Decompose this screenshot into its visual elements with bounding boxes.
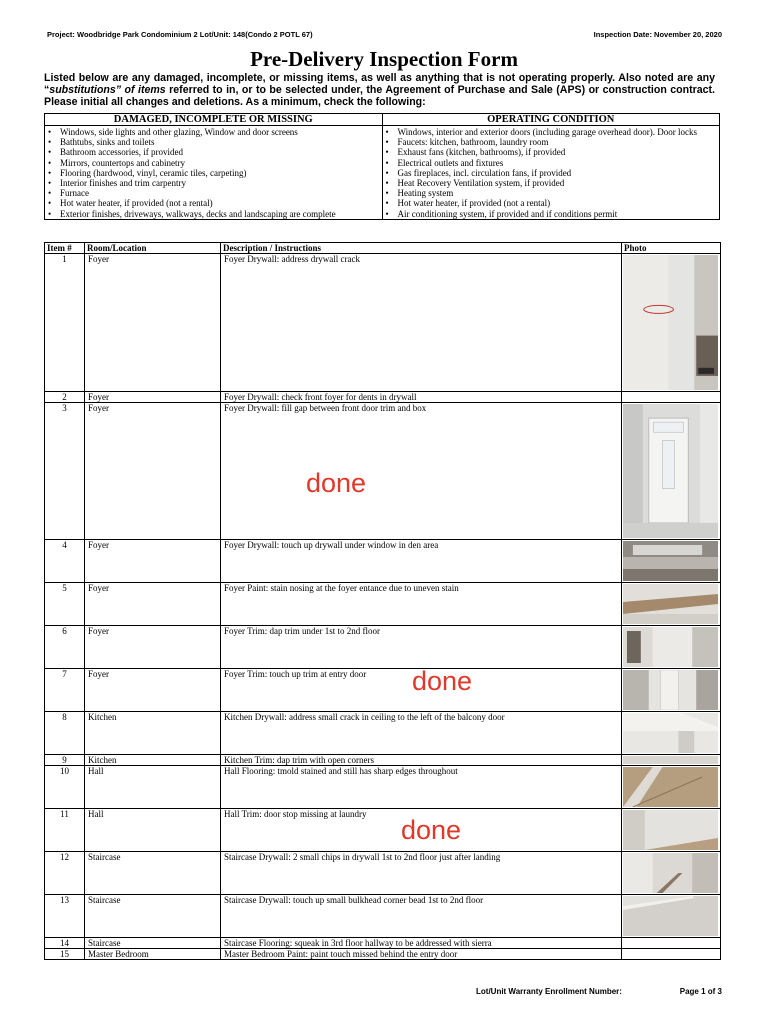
- inspection-date: Inspection Date: November 20, 2020: [593, 30, 722, 39]
- done-annotation: done: [306, 468, 367, 498]
- inspection-items-table: [44, 242, 721, 960]
- item-description: Foyer Paint: stain nosing at the foyer entance due to uneven stain: [221, 583, 622, 626]
- photo-cell: [622, 809, 721, 852]
- photo-cell: [622, 540, 721, 583]
- photo-cell: [622, 583, 721, 626]
- checklist-item: • Electrical outlets and fixtures: [385, 158, 718, 168]
- photo-thumbnail[interactable]: [623, 627, 718, 667]
- room-location: Foyer: [85, 626, 221, 669]
- room-location: Foyer: [85, 669, 221, 712]
- item-number: 10: [45, 766, 85, 809]
- col-header-room: Room/Location: [85, 243, 221, 254]
- room-location: Foyer: [85, 540, 221, 583]
- photo-cell: [622, 403, 721, 540]
- done-annotation: done: [401, 815, 462, 845]
- photo-cell: [622, 895, 721, 938]
- item-number: 2: [45, 392, 85, 403]
- item-description: Staircase Drywall: 2 small chips in drywall 1st to 2nd floor just after landing: [221, 852, 622, 895]
- checklist-right-column: [382, 126, 720, 220]
- item-description: Foyer Trim: touch up trim at entry door: [221, 669, 622, 712]
- photo-cell: [622, 766, 721, 809]
- photo-thumbnail[interactable]: [623, 853, 718, 893]
- checklist-left-header: DAMAGED, INCOMPLETE OR MISSING: [45, 114, 383, 126]
- photo-thumbnail[interactable]: [623, 584, 718, 624]
- room-location: Kitchen: [85, 755, 221, 766]
- table-row: [45, 852, 721, 895]
- checklist-item: • Interior finishes and trim carpentry: [47, 178, 380, 188]
- checklist-item: • Air conditioning system, if provided and if conditions permit: [385, 209, 718, 219]
- checklist-item: • Heat Recovery Ventilation system, if provided: [385, 178, 718, 188]
- checklist-item: • Faucets: kitchen, bathroom, laundry room: [385, 137, 718, 147]
- item-description: Staircase Drywall: touch up small bulkhead corner bead 1st to 2nd floor: [221, 895, 622, 938]
- item-description: Foyer Drywall: address drywall crack: [221, 254, 622, 392]
- item-number: 12: [45, 852, 85, 895]
- room-location: Staircase: [85, 852, 221, 895]
- room-location: Staircase: [85, 938, 221, 949]
- item-description: Foyer Trim: dap trim under 1st to 2nd floor: [221, 626, 622, 669]
- photo-thumbnail[interactable]: [623, 255, 718, 390]
- photo-thumbnail[interactable]: [623, 670, 718, 710]
- page-title: Pre-Delivery Inspection Form: [250, 47, 518, 71]
- checklist-item: • Bathroom accessories, if provided: [47, 147, 380, 157]
- table-row: [45, 895, 721, 938]
- table-row: [45, 540, 721, 583]
- photo-cell: [622, 852, 721, 895]
- photo-thumbnail[interactable]: [623, 404, 718, 538]
- photo-thumbnail[interactable]: [623, 541, 718, 581]
- room-location: Foyer: [85, 392, 221, 403]
- checklist-item: • Exhaust fans (kitchen, bathrooms), if provided: [385, 147, 718, 157]
- photo-cell: [622, 755, 721, 766]
- item-description: Master Bedroom Paint: paint touch missed behind the entry door: [221, 949, 622, 960]
- item-description: Hall Trim: door stop missing at laundry: [221, 809, 622, 852]
- checklist-item: • Bathtubs, sinks and toilets: [47, 137, 380, 147]
- checklist-item: • Hot water heater, if provided (not a rental): [385, 198, 718, 208]
- room-location: Foyer: [85, 583, 221, 626]
- item-description: Kitchen Drywall: address small crack in ceiling to the left of the balcony door: [221, 712, 622, 755]
- item-description: Hall Flooring: tmold stained and still has sharp edges throughout: [221, 766, 622, 809]
- photo-thumbnail[interactable]: [623, 713, 718, 753]
- checklist-item: • Exterior finishes, driveways, walkways, decks and landscaping are complete: [47, 209, 380, 219]
- table-row: [45, 403, 721, 540]
- room-location: Staircase: [85, 895, 221, 938]
- item-description: Kitchen Trim: dap trim with open corners: [221, 755, 622, 766]
- room-location: Foyer: [85, 254, 221, 392]
- checklist-item: • Mirrors, countertops and cabinetry: [47, 158, 380, 168]
- checklist-item: • Flooring (hardwood, vinyl, ceramic tiles, carpeting): [47, 168, 380, 178]
- item-number: 5: [45, 583, 85, 626]
- item-number: 1: [45, 254, 85, 392]
- table-row: [45, 809, 721, 852]
- room-location: Hall: [85, 809, 221, 852]
- checklist-item: • Furnace: [47, 188, 380, 198]
- photo-thumbnail[interactable]: [623, 756, 718, 764]
- table-row: [45, 938, 721, 949]
- room-location: Kitchen: [85, 712, 221, 755]
- table-row: [45, 669, 721, 712]
- checklist-item: • Gas fireplaces, incl. circulation fans, if provided: [385, 168, 718, 178]
- item-number: 4: [45, 540, 85, 583]
- table-row: [45, 766, 721, 809]
- warranty-enrollment-label: Lot/Unit Warranty Enrollment Number:: [476, 987, 622, 996]
- checklist-right-header: OPERATING CONDITION: [382, 114, 720, 126]
- photo-thumbnail[interactable]: [623, 896, 718, 936]
- item-description: Foyer Drywall: check front foyer for dents in drywall: [221, 392, 622, 403]
- photo-cell: [622, 669, 721, 712]
- item-description: Foyer Drywall: touch up drywall under window in den area: [221, 540, 622, 583]
- item-description: Staircase Flooring: squeak in 3rd floor hallway to be addressed with sierra: [221, 938, 622, 949]
- item-number: 15: [45, 949, 85, 960]
- item-number: 9: [45, 755, 85, 766]
- table-row: [45, 949, 721, 960]
- item-number: 6: [45, 626, 85, 669]
- room-location: Foyer: [85, 403, 221, 540]
- checklist-table: [44, 113, 720, 220]
- photo-thumbnail[interactable]: [623, 767, 718, 807]
- room-location: Master Bedroom: [85, 949, 221, 960]
- item-number: 14: [45, 938, 85, 949]
- item-number: 3: [45, 403, 85, 540]
- table-row: [45, 254, 721, 392]
- done-annotation: done: [412, 666, 473, 696]
- table-row: [45, 712, 721, 755]
- intro-part1: Listed below are any damaged, incomplete, or missing items, as well as anything that is not operating properly. Also noted are any “: [44, 72, 715, 96]
- room-location: Hall: [85, 766, 221, 809]
- photo-cell: [622, 254, 721, 392]
- item-number: 11: [45, 809, 85, 852]
- item-number: 8: [45, 712, 85, 755]
- checklist-item: • Windows, interior and exterior doors (including garage overhead door). Door locks: [385, 127, 718, 137]
- table-row: [45, 583, 721, 626]
- col-header-description: Description / Instructions: [221, 243, 622, 254]
- photo-cell: [622, 712, 721, 755]
- item-number: 7: [45, 669, 85, 712]
- intro-emphasis: substitutions” of items: [49, 84, 166, 96]
- project-header: Project: Woodbridge Park Condominium 2 Lot/Unit: 148(Condo 2 POTL 67): [47, 30, 313, 39]
- checklist-item: • Hot water heater, if provided (not a rental): [47, 198, 380, 208]
- intro-paragraph: [44, 72, 715, 108]
- intro-part2: referred to in, or to be selected under, the Agreement of Purchase and Sale (APS) or construction contract. Please initial all changes and deletions. As a minimum, check the following:: [44, 84, 715, 108]
- photo-cell: [622, 949, 721, 960]
- table-row: [45, 626, 721, 669]
- photo-thumbnail[interactable]: [623, 810, 718, 850]
- item-number: 13: [45, 895, 85, 938]
- item-description: Foyer Drywall: fill gap between front door trim and box: [221, 403, 622, 540]
- photo-cell: [622, 626, 721, 669]
- checklist-item: • Windows, side lights and other glazing, Window and door screens: [47, 127, 380, 137]
- col-header-item: Item #: [45, 243, 85, 254]
- checklist-left-column: [45, 126, 383, 220]
- checklist-item: • Heating system: [385, 188, 718, 198]
- photo-cell: [622, 938, 721, 949]
- col-header-photo: Photo: [622, 243, 721, 254]
- photo-cell: [622, 392, 721, 403]
- table-row: [45, 392, 721, 403]
- page-number: Page 1 of 3: [679, 987, 722, 996]
- table-row: [45, 755, 721, 766]
